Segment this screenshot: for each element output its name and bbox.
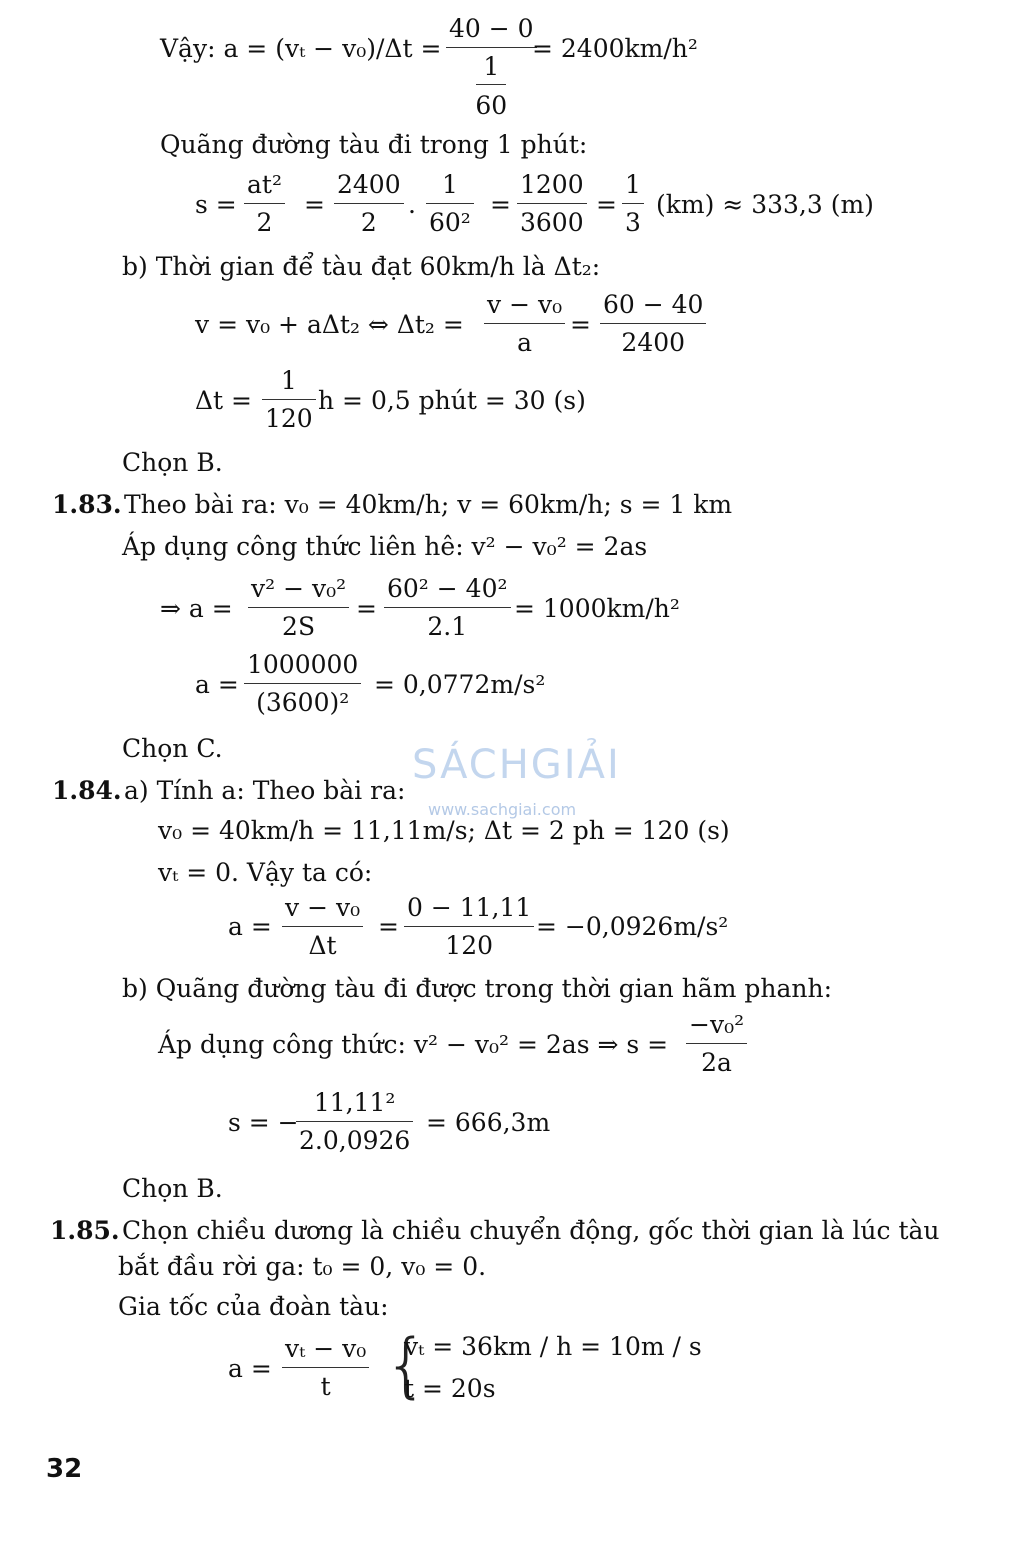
problem-number: 1.84. bbox=[52, 776, 122, 805]
fraction bbox=[262, 368, 316, 431]
formula-text: s = − bbox=[228, 1108, 299, 1137]
problem-number: 1.83. bbox=[52, 490, 122, 519]
formula-result: = 0,0772m/s² bbox=[374, 670, 546, 699]
fraction-numerator: 0 − 11,11 bbox=[407, 893, 532, 922]
formula-text: a = bbox=[228, 912, 272, 941]
formula-result: (km) ≈ 333,3 (m) bbox=[656, 190, 874, 219]
fraction-denominator: 2.0,0926 bbox=[299, 1126, 411, 1155]
watermark bbox=[412, 728, 622, 828]
formula-text: = bbox=[596, 190, 617, 219]
text-line: vₜ = 0. Vậy ta có: bbox=[158, 858, 373, 887]
fraction-numerator: 1 bbox=[441, 170, 458, 199]
fraction bbox=[404, 895, 534, 958]
fraction-numerator: −v₀² bbox=[689, 1010, 745, 1039]
formula-text: = bbox=[356, 594, 377, 623]
system-line: t = 20s bbox=[404, 1374, 496, 1403]
formula-text: s = bbox=[195, 190, 237, 219]
fraction-numerator: 40 − 0 bbox=[449, 14, 534, 43]
fraction bbox=[282, 895, 363, 958]
problem-number: 1.85. bbox=[50, 1216, 120, 1245]
formula-text: ⇒ a = bbox=[160, 594, 233, 623]
fraction-denominator: 2400 bbox=[621, 328, 686, 357]
formula-result: = 666,3m bbox=[426, 1108, 551, 1137]
fraction-numerator: 11,11² bbox=[313, 1088, 396, 1117]
watermark-logo: SÁCHGIẢI bbox=[412, 742, 621, 788]
text-line: Quãng đường tàu đi trong 1 phút: bbox=[160, 130, 588, 159]
formula-text: = bbox=[490, 190, 511, 219]
system-line: vₜ = 36km / h = 10m / s bbox=[404, 1332, 702, 1361]
fraction bbox=[686, 1012, 747, 1075]
fraction-numerator: 60² − 40² bbox=[387, 574, 508, 603]
formula-text: . bbox=[408, 190, 416, 219]
answer-choice: Chọn C. bbox=[122, 734, 223, 763]
fraction-denominator: 3 bbox=[625, 208, 641, 237]
text-line: Gia tốc của đoàn tàu: bbox=[118, 1292, 389, 1321]
fraction-numerator: 1000000 bbox=[247, 650, 359, 679]
fraction bbox=[384, 576, 511, 639]
formula-text: a = bbox=[228, 1354, 272, 1383]
fraction bbox=[517, 172, 587, 235]
fraction-denominator: 2S bbox=[282, 612, 316, 641]
fraction-numerator: v − v₀ bbox=[487, 290, 563, 319]
fraction-denominator: 2 bbox=[360, 208, 377, 237]
fraction-numerator: vₜ − v₀ bbox=[285, 1334, 367, 1363]
formula-text: Δt = bbox=[195, 386, 252, 415]
fraction-numerator: at² bbox=[247, 170, 282, 199]
fraction-denominator: 120 bbox=[265, 404, 313, 433]
text-line: bắt đầu rời ga: t₀ = 0, v₀ = 0. bbox=[118, 1252, 487, 1281]
answer-choice: Chọn B. bbox=[122, 448, 223, 477]
fraction-denominator: 3600 bbox=[520, 208, 584, 237]
fraction-denominator bbox=[472, 48, 510, 118]
fraction bbox=[446, 16, 537, 118]
fraction bbox=[244, 652, 361, 715]
nested-denominator: 60 bbox=[475, 91, 508, 120]
formula-text: = bbox=[570, 310, 591, 339]
page-number: 32 bbox=[46, 1454, 83, 1484]
formula-result: = 2400km/h² bbox=[532, 34, 698, 63]
fraction bbox=[282, 1336, 369, 1399]
formula-result: = 1000km/h² bbox=[514, 594, 680, 623]
text-line: Chọn chiều dương là chiều chuyển động, gốc thời gian là lúc tàu bbox=[122, 1216, 940, 1245]
fraction bbox=[334, 172, 404, 235]
formula-text: Vậy: a = (vₜ − v₀)/Δt = bbox=[160, 34, 442, 63]
fraction-numerator: v − v₀ bbox=[285, 893, 361, 922]
formula-text: v = v₀ + aΔt₂ ⇔ Δt₂ = bbox=[195, 310, 464, 339]
system-brace: { bbox=[384, 1324, 429, 1406]
fraction-denominator: 60² bbox=[429, 208, 471, 237]
fraction-denominator: 2.1 bbox=[427, 612, 468, 641]
fraction-denominator: Δt bbox=[308, 931, 337, 960]
fraction bbox=[600, 292, 706, 355]
formula-result: = −0,0926m/s² bbox=[536, 912, 729, 941]
text-line: v₀ = 40km/h = 11,11m/s; Δt = 2 ph = 120 (s) bbox=[158, 816, 730, 845]
fraction bbox=[622, 172, 644, 235]
fraction-denominator: t bbox=[320, 1372, 331, 1401]
formula-result: h = 0,5 phút = 30 (s) bbox=[318, 386, 586, 415]
watermark-url: www.sachgiai.com bbox=[428, 800, 577, 819]
fraction-denominator: 2a bbox=[701, 1048, 732, 1077]
fraction-numerator: 1 bbox=[280, 366, 297, 395]
fraction bbox=[248, 576, 349, 639]
text-line: b) Thời gian để tàu đạt 60km/h là Δt₂: bbox=[122, 252, 601, 281]
formula-text: Áp dụng công thức: v² − v₀² = 2as ⇒ s = bbox=[158, 1030, 669, 1059]
fraction-numerator: 2400 bbox=[337, 170, 401, 199]
text-line: Theo bài ra: v₀ = 40km/h; v = 60km/h; s = 1 km bbox=[124, 490, 733, 519]
formula-text: = bbox=[304, 190, 325, 219]
fraction-numerator: 1 bbox=[625, 170, 641, 199]
fraction-numerator: 60 − 40 bbox=[603, 290, 704, 319]
text-line: Áp dụng công thức liên hê: v² − v₀² = 2as bbox=[122, 532, 648, 561]
fraction-denominator: 120 bbox=[445, 931, 494, 960]
fraction bbox=[484, 292, 565, 355]
fraction-numerator: v² − v₀² bbox=[251, 574, 347, 603]
fraction bbox=[296, 1090, 413, 1153]
fraction-denominator: (3600)² bbox=[256, 688, 350, 717]
fraction bbox=[244, 172, 285, 235]
text-line: a) Tính a: Theo bài ra: bbox=[124, 776, 406, 805]
fraction-denominator: 2 bbox=[256, 208, 273, 237]
nested-numerator: 1 bbox=[483, 52, 500, 81]
fraction bbox=[426, 172, 474, 235]
formula-text: = bbox=[378, 912, 399, 941]
formula-text: a = bbox=[195, 670, 239, 699]
text-line: b) Quãng đường tàu đi được trong thời gian hãm phanh: bbox=[122, 974, 832, 1003]
fraction-numerator: 1200 bbox=[520, 170, 584, 199]
fraction-denominator: a bbox=[517, 328, 533, 357]
answer-choice: Chọn B. bbox=[122, 1174, 223, 1203]
